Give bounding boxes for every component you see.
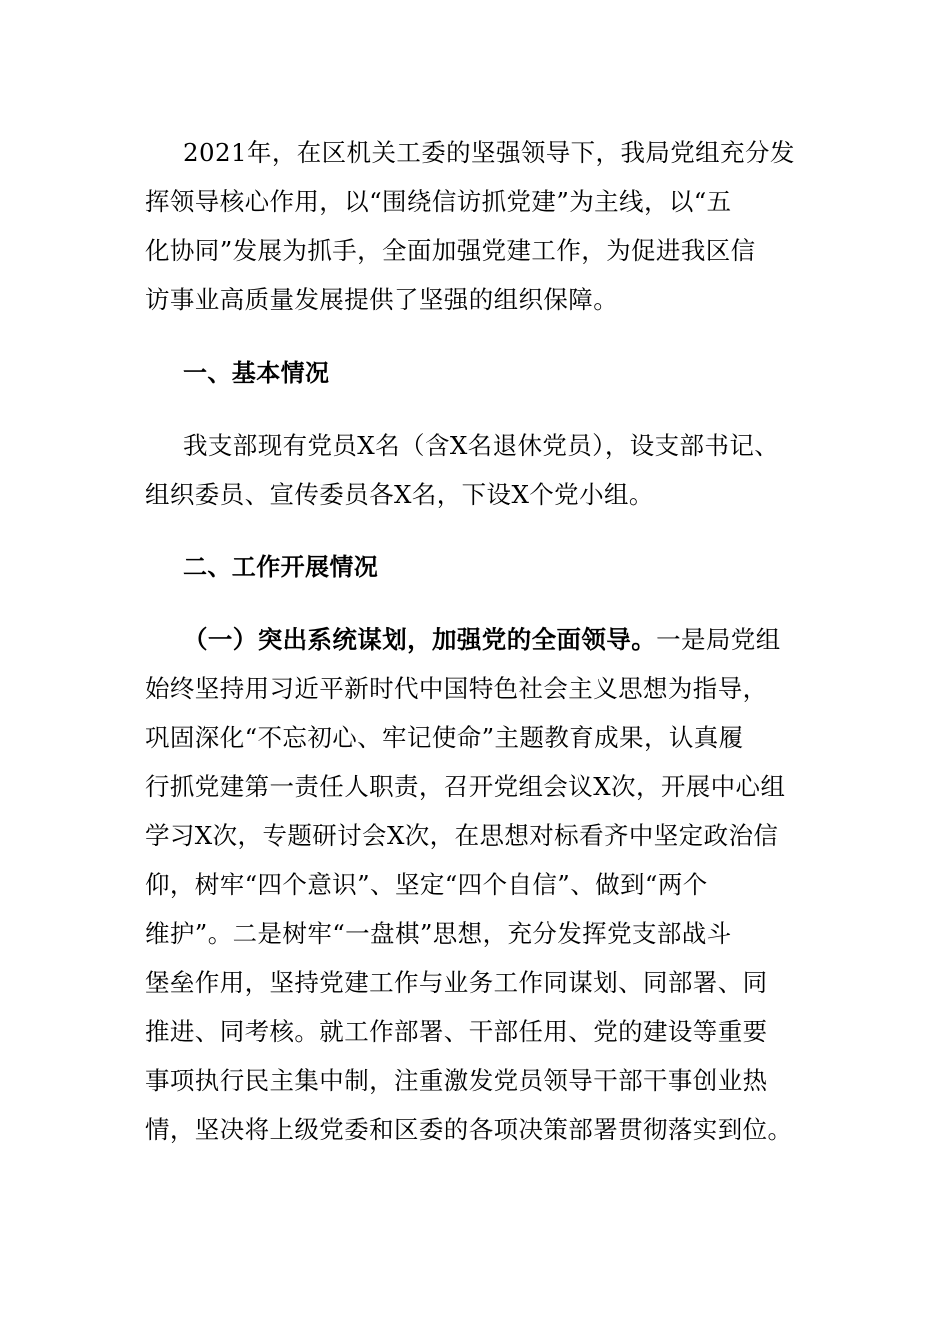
sub1-title: （一）突出系统谋划，加强党的全面领导。 (183, 625, 657, 654)
sub1-line-4: 行抓党建第一责任人职责，召开党组会议X次，开展中心组 (145, 772, 786, 801)
sub1-line-11: 情，坚决将上级党委和区委的各项决策部署贯彻落实到位。 (145, 1115, 793, 1144)
intro-line-2: 挥领导核心作用，以“围绕信访抓党建”为主线，以“五 (145, 187, 732, 216)
sub1-line-5: 学习X次，专题研讨会X次，在思想对标看齐中坚定政治信 (145, 821, 779, 850)
section-heading-work: 二、工作开展情况 (183, 553, 379, 581)
sub1-first-line-rest: 一是局党组 (656, 625, 781, 654)
intro-line-4: 访事业高质量发展提供了坚强的组织保障。 (145, 285, 619, 314)
section1-line-1: 我支部现有党员X名（含X名退休党员），设支部书记、 (183, 431, 780, 460)
sub1-line-9: 推进、同考核。就工作部署、干部任用、党的建设等重要 (145, 1017, 768, 1046)
intro-line-1: 2021年，在区机关工委的坚强领导下，我局党组充分发 (183, 138, 795, 167)
sub1-line-7: 维护”。二是树牢“一盘棋”思想，充分发挥党支部战斗 (145, 919, 732, 948)
sub1-line-10: 事项执行民主集中制，注重激发党员领导干部干事创业热 (145, 1066, 768, 1095)
section-heading-basic: 一、基本情况 (183, 359, 330, 387)
sub1-line-3: 巩固深化“不忘初心、牢记使命”主题教育成果，认真履 (145, 723, 744, 752)
intro-line-3: 化协同”发展为抓手，全面加强党建工作，为促进我区信 (145, 236, 756, 265)
sub1-first-line (183, 625, 863, 655)
sub1-line-8: 堡垒作用，坚持党建工作与业务工作同谋划、同部署、同 (145, 968, 768, 997)
section1-line-2: 组织委员、宣传委员各X名，下设X个党小组。 (145, 480, 654, 509)
sub1-line-6: 仰，树牢“四个意识”、坚定“四个自信”、做到“两个 (145, 870, 708, 899)
sub1-line-2: 始终坚持用习近平新时代中国特色社会主义思想为指导， (145, 674, 768, 703)
